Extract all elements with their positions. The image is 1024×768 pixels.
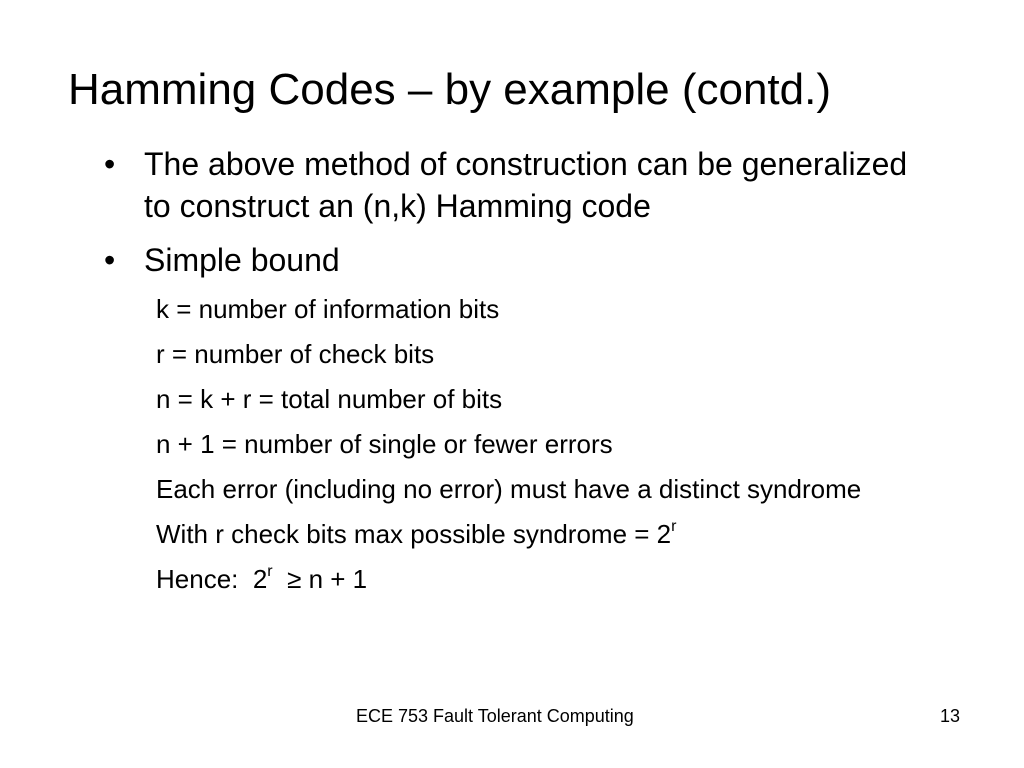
bullet-item-simple-bound xyxy=(100,239,930,281)
bullet-dot: • xyxy=(104,146,116,182)
bullet-text: The above method of construction can be generalized to construct an (n,k) Hamming code xyxy=(144,146,908,224)
sub-item-k-definition: k = number of information bits xyxy=(156,294,500,324)
slide-content xyxy=(100,143,930,606)
hence-prefix: Hence: 2 xyxy=(156,564,268,594)
sub-item-r-definition: r = number of check bits xyxy=(156,339,435,369)
bullet-text: Simple bound xyxy=(144,242,340,278)
bullet-dot: • xyxy=(104,242,116,278)
hence-suffix: ≥ n + 1 xyxy=(272,564,368,594)
sub-item-n-definition: n = k + r = total number of bits xyxy=(156,384,503,414)
sub-item-distinct-syndrome: Each error (including no error) must have a distinct syndrome xyxy=(156,474,862,504)
sub-item-error-count: n + 1 = number of single or fewer errors xyxy=(156,429,613,459)
bullet-item-generalization xyxy=(100,143,930,227)
footer-course-title: ECE 753 Fault Tolerant Computing xyxy=(356,706,634,726)
footer-page-number: 13 xyxy=(940,706,961,726)
slide-title: Hamming Codes – by example (contd.) xyxy=(68,65,831,114)
syndrome-line-text: With r check bits max possible syndrome = 2 xyxy=(156,519,672,549)
sub-item-max-syndrome xyxy=(156,516,930,552)
bound-derivation-list xyxy=(100,291,930,597)
syndrome-exponent: r xyxy=(671,518,677,535)
hence-exponent: r xyxy=(267,563,273,580)
sub-item-hence-bound xyxy=(156,561,930,597)
